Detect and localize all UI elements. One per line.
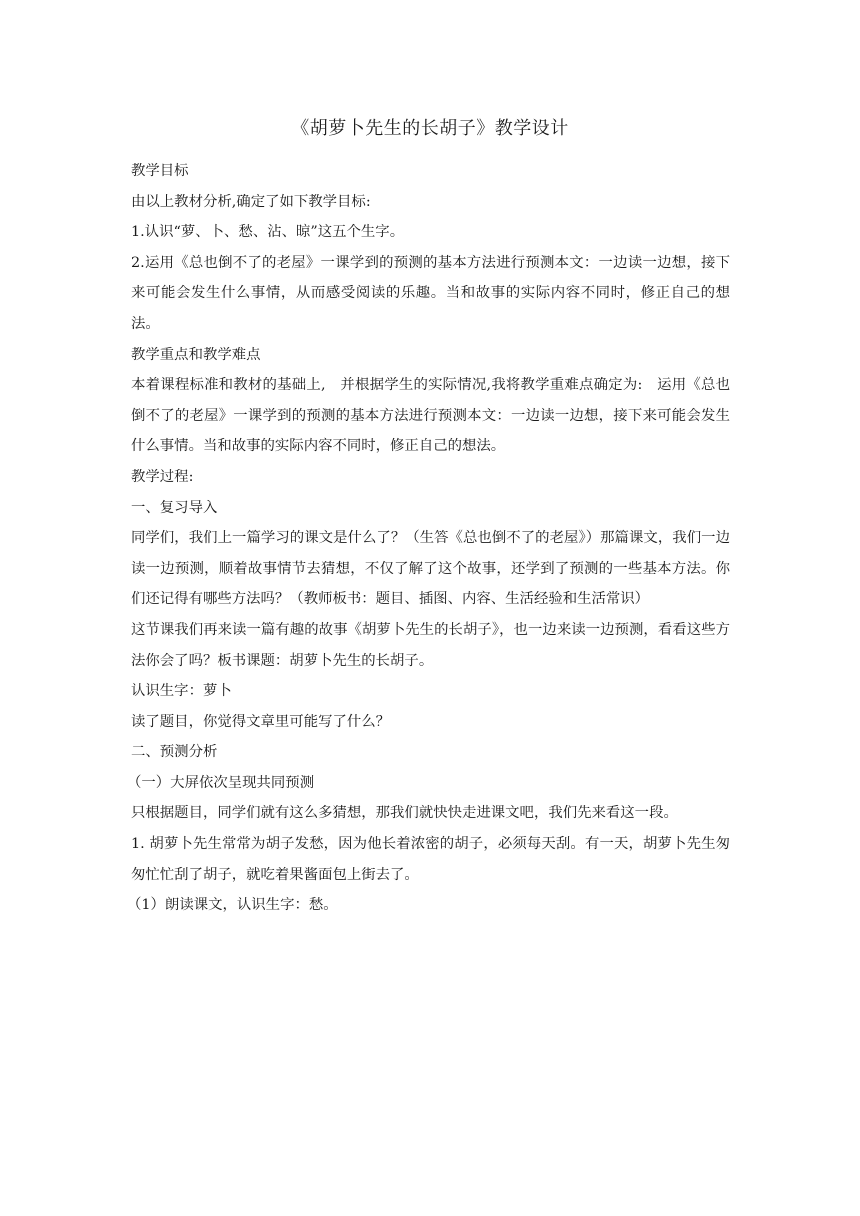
document-body	[127, 156, 730, 921]
paragraph-new-characters: 认识生字：萝卜	[131, 683, 232, 700]
heading-teaching-goals: 教学目标	[131, 163, 189, 179]
paragraph-excerpt-1: 1. 胡萝卜先生常常为胡子发愁，因为他长着浓密的胡子，必须每天刮。有一天，胡萝卜先生匆匆忙忙刮了胡子，就吃着果酱面包上街去了。	[131, 836, 730, 883]
paragraph-enter-text: 只根据题目，同学们就有这么多猜想，那我们就快快走进课文吧，我们先来看这一段。	[131, 805, 678, 822]
paragraph-goal-2: 2.运用《总也倒不了的老屋》一课学到的预测的基本方法进行预测本文：一边读一边想，接下来可能会发生什么事情，从而感受阅读的乐趣。当和故事的实际内容不同时，修正自己的想法。	[131, 254, 730, 332]
paragraph-question: 读了题目，你觉得文章里可能写了什么？	[131, 713, 391, 730]
paragraph-goals-intro: 由以上教材分析,确定了如下教学目标:	[131, 193, 371, 210]
paragraph-read-aloud: （1）朗读课文，认识生字：愁。	[127, 897, 338, 914]
heading-review: 一、复习导入	[131, 499, 218, 516]
heading-screen-prediction: （一）大屏依次呈现共同预测	[127, 774, 315, 791]
heading-prediction-analysis: 二、预测分析	[131, 744, 218, 761]
document-title: 《胡萝卜先生的长胡子》教学设计	[291, 118, 569, 139]
paragraph-new-story: 这节课我们再来读一篇有趣的故事《胡萝卜先生的长胡子》，也一边来读一边预测，看看这些方法你会了吗？板书课题：胡萝卜先生的长胡子。	[131, 621, 730, 669]
paragraph-goal-1: 1.认识“萝、卜、愁、沾、晾”这五个生字。	[131, 224, 405, 241]
heading-key-points: 教学重点和教学难点	[131, 346, 261, 363]
paragraph-key-points: 本着课程标准和教材的基础上, 并根据学生的实际情况,我将教学重难点确定为: 运用《总也倒不了的老屋》一课学到的预测的基本方法进行预测本文：一边读一边想，接下来可能会发生什么事情。当和故事的实际内容不同时，修正自己的想法。	[131, 377, 730, 455]
heading-teaching-process: 教学过程:	[131, 468, 194, 485]
paragraph-review: 同学们，我们上一篇学习的课文是什么了？（生答《总也倒不了的老屋》）那篇课文，我们一边读一边预测，顺着故事情节去猜想，不仅了解了这个故事，还学到了预测的一些基本方法。你们还记得有哪些方法吗？（教师板书：题目、插图、内容、生活经验和生活常识）	[131, 530, 730, 608]
